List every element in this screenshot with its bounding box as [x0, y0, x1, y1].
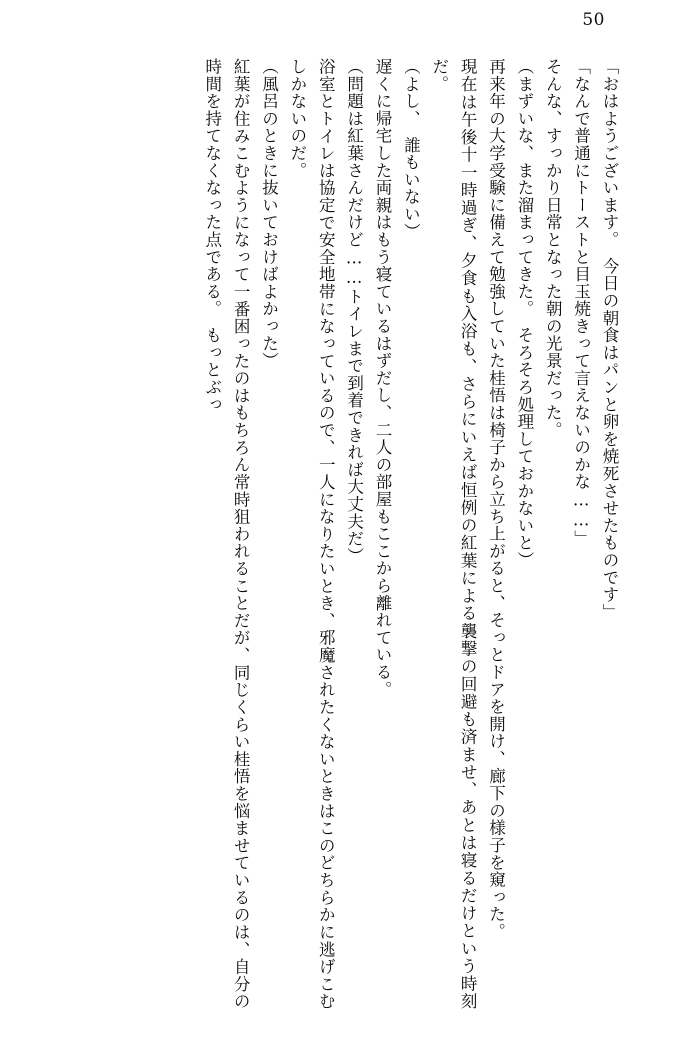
- paragraph: そんな、すっかり日常となった朝の光景だった。: [543, 58, 563, 439]
- paragraph: （問題は紅葉さんだけど……トイレまで到着できれば大丈夫だ）: [344, 58, 364, 565]
- paragraph: 紅葉が住みこむようになって一番困ったのはもちろん常時狙われることだが、同じくらい桂悟を悩ませているのは、自分の時間を持てなくなった点である。 もっとぶっ: [202, 58, 251, 1010]
- paragraph: 再来年の大学受験に備えて勉強していた桂悟は椅子から立ち上がると、そっとドアを開け、廊下の様子を窺った。: [486, 58, 506, 941]
- paragraph: 「おはようございます。 今日の朝食はパンと卵を焼死させたものです」: [600, 58, 619, 621]
- paragraph: 浴室とトイレは協定で安全地帯になっているので、一人になりたいとき、邪魔されたくないときはこのどちらかに逃げこむしかないのだ。: [287, 58, 336, 1010]
- paragraph: 遅くに帰宅した両親はもう寝ているはずだし、二人の部屋もここから離れている。: [373, 58, 392, 699]
- paragraph: （風呂のときに抜いておけばよかった）: [259, 58, 279, 370]
- paragraph: 「なんで普通にトーストと目玉焼きって言えないのかな……」: [571, 58, 591, 548]
- page-text-body: [48, 58, 623, 1010]
- page-number: 50: [582, 10, 605, 30]
- paragraph: 現在は午後十一時過ぎ、夕食も入浴も、さらにいえば恒例の紅葉による襲撃の回避も済ませ、あとは寝るだけという時刻だ。: [429, 58, 478, 1010]
- paragraph: （よし、 誰もいない）: [401, 58, 421, 241]
- paragraph: （まずいな、また溜まってきた。 そろそろ処理しておかないと）: [514, 58, 534, 569]
